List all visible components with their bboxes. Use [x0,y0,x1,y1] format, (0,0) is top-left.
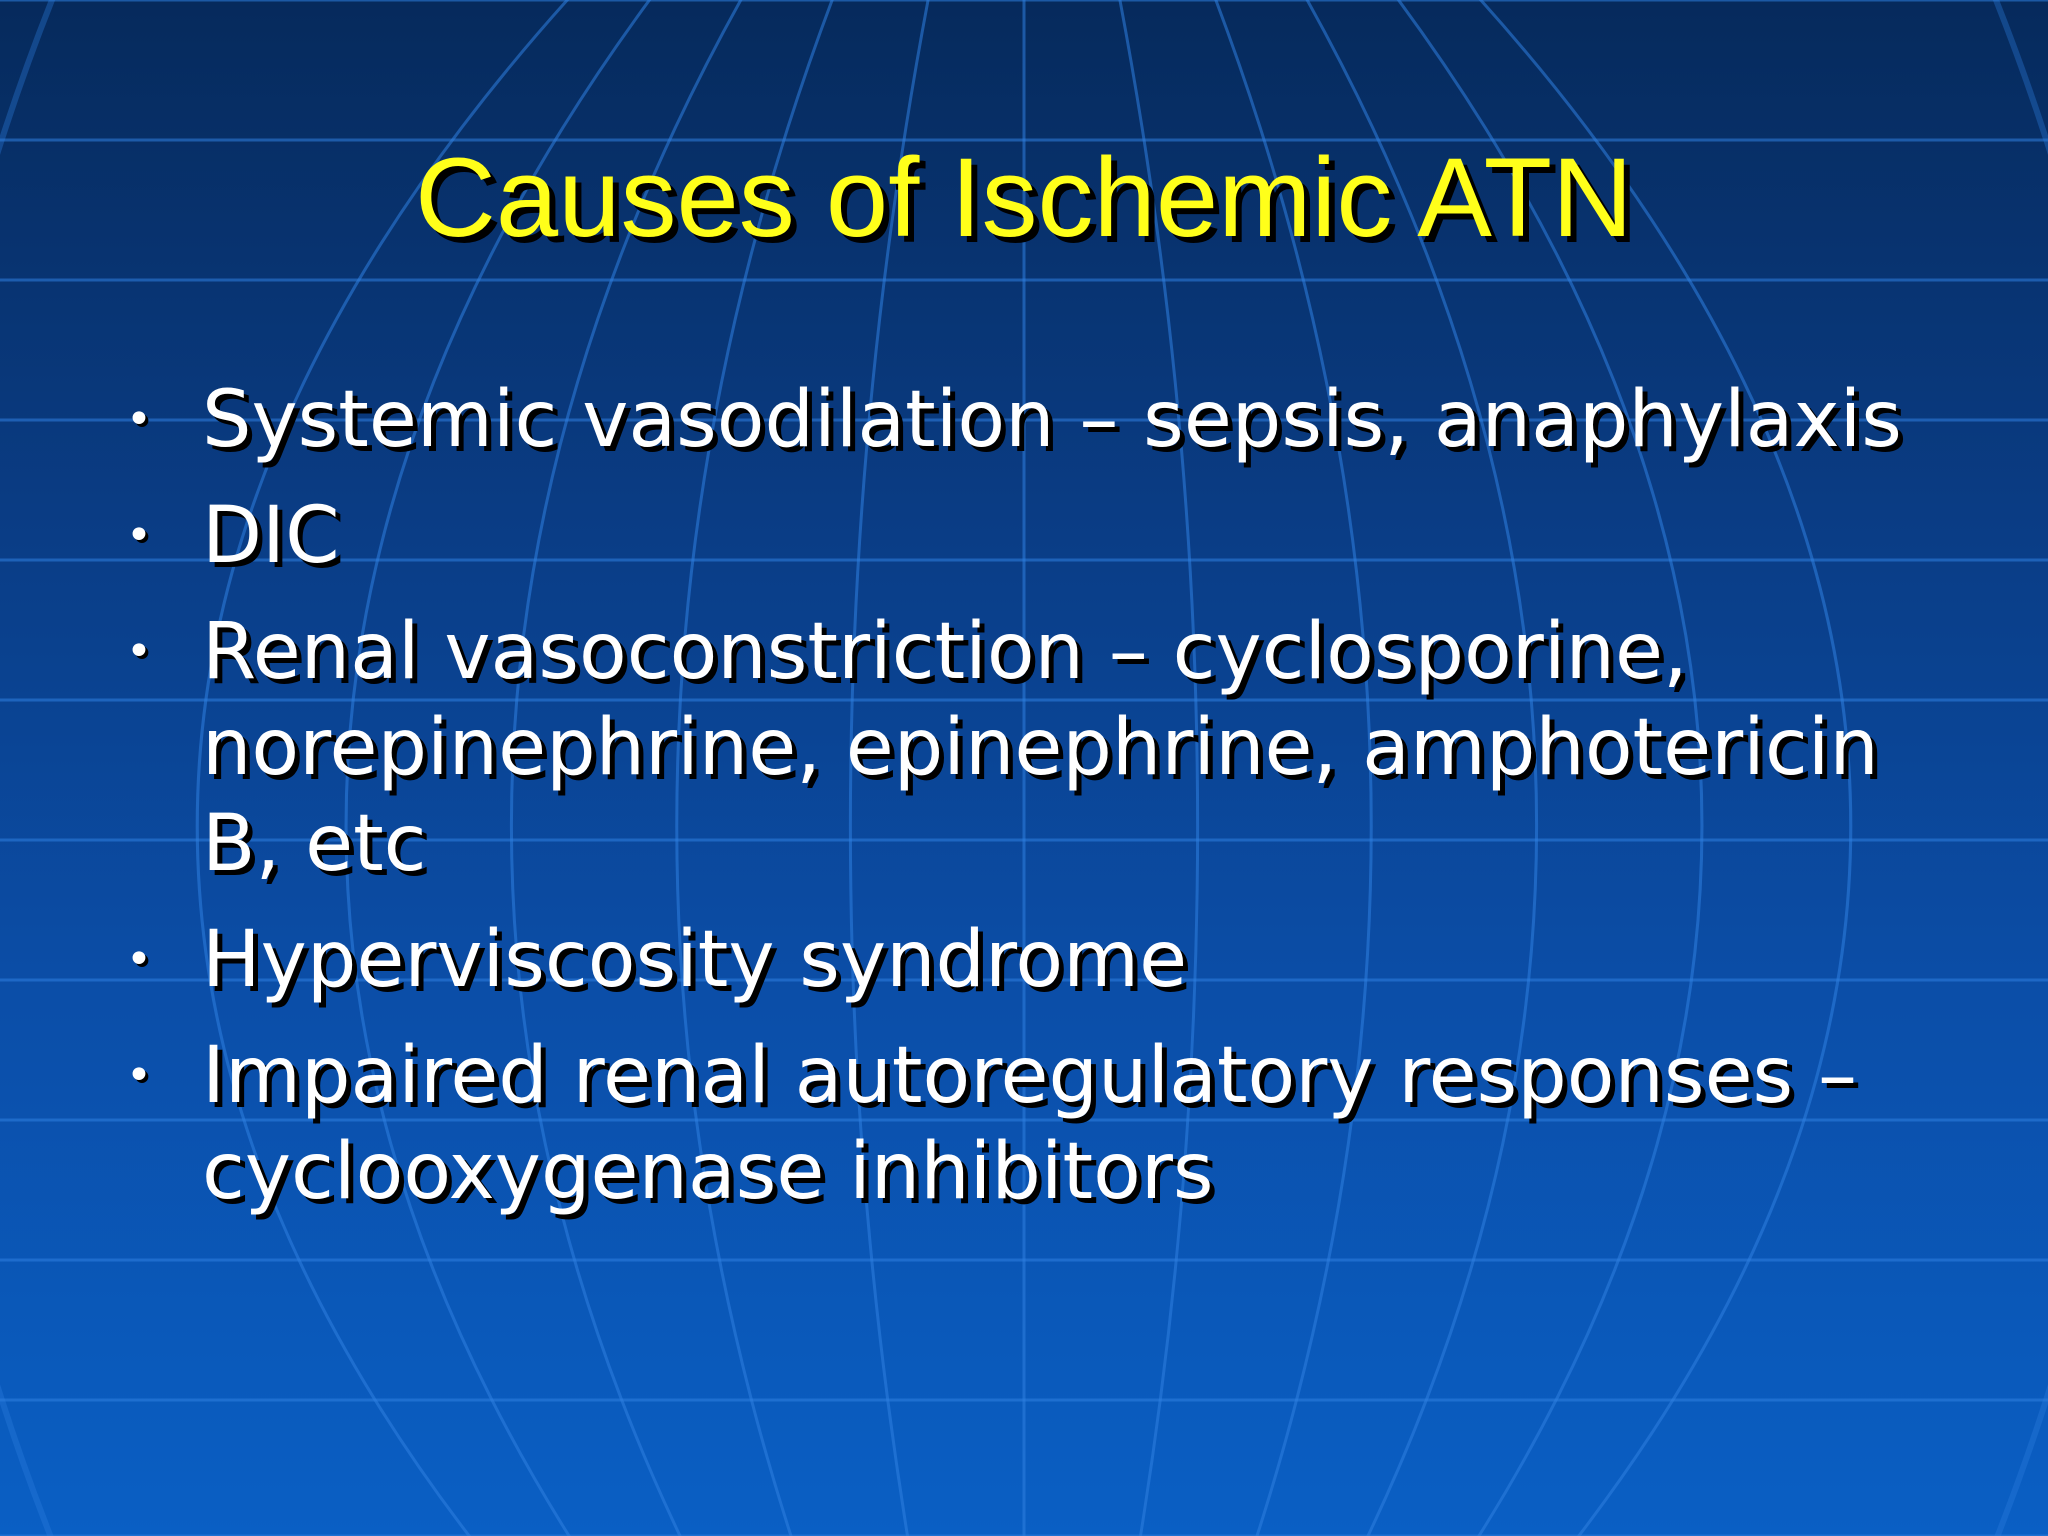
bullet-item [118,604,1978,892]
bullet-dot-icon: • [126,394,152,445]
bullet-item [118,488,1978,584]
bullet-dot-icon: • [126,626,152,677]
slide-title: Causes of Ischemic ATN [415,135,1633,260]
bullet-item [118,372,1978,468]
bullet-text: Impaired renal autoregulatory responses – cyclooxygenase inhibitors [202,1031,1857,1217]
bullet-item [118,912,1978,1008]
bullet-dot-icon: • [126,934,152,985]
bullet-text: DIC [202,491,340,581]
bullet-text: Systemic vasodilation – sepsis, anaphylaxis [202,375,1902,465]
bullet-text: Hyperviscosity syndrome [202,915,1188,1005]
bullet-dot-icon: • [126,1050,152,1101]
bullet-text: Renal vasoconstriction – cyclosporine, norepinephrine, epinephrine, amphotericin B, etc [202,607,1879,889]
bullet-dot-icon: • [126,510,152,561]
bullet-item [118,1028,1978,1220]
bullet-list [118,372,1978,1240]
